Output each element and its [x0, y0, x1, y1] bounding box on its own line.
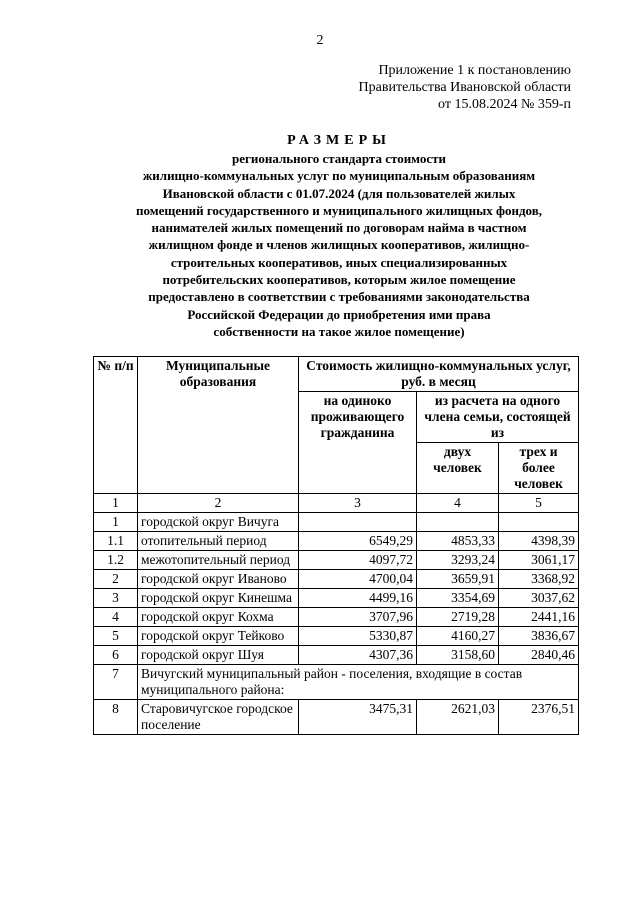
row-cost-three: 3836,67 — [499, 627, 579, 646]
row-cost-single: 4307,36 — [299, 646, 417, 665]
column-index: 2 — [138, 494, 299, 513]
row-number: 1.1 — [94, 532, 138, 551]
row-municipality: городской округ Иваново — [138, 570, 299, 589]
row-cost-three: 3368,92 — [499, 570, 579, 589]
row-number: 8 — [94, 700, 138, 735]
row-cost-two: 3659,91 — [417, 570, 499, 589]
row-municipality: городской округ Кохма — [138, 608, 299, 627]
header-three-persons: трех и более человек — [499, 443, 579, 494]
table-row — [94, 608, 579, 627]
header-number: № п/п — [94, 357, 138, 494]
table-row — [94, 646, 579, 665]
row-cost-two: 3158,60 — [417, 646, 499, 665]
table-row — [94, 700, 579, 735]
row-number: 4 — [94, 608, 138, 627]
row-cost-three: 2376,51 — [499, 700, 579, 735]
row-cost-single: 5330,87 — [299, 627, 417, 646]
column-index: 4 — [417, 494, 499, 513]
table-row — [94, 570, 579, 589]
annex-line: от 15.08.2024 № 359-п — [438, 97, 571, 112]
title-line: нанимателей жилых помещений по договорам найма в частном — [151, 220, 527, 236]
row-cost-two: 4853,33 — [417, 532, 499, 551]
title-heading: РАЗМЕРЫ — [287, 133, 391, 148]
row-number: 5 — [94, 627, 138, 646]
header-cost: Стоимость жилищно-коммунальных услуг, руб. в месяц — [299, 357, 579, 392]
header-single: на одиноко проживающего гражданина — [299, 392, 417, 494]
header-municipality: Муниципальные образования — [138, 357, 299, 494]
column-index: 5 — [499, 494, 579, 513]
row-cost-single: 4499,16 — [299, 589, 417, 608]
row-cost-single: 4097,72 — [299, 551, 417, 570]
page-number: 2 — [316, 33, 324, 48]
title-line: жилищном фонде и членов жилищных кооперативов, жилищно- — [148, 237, 530, 253]
title-line: Российской Федерации до приобретения ими права — [187, 306, 491, 322]
row-municipality: Старовичугское городское поселение — [138, 700, 299, 735]
row-municipality: городской округ Вичуга — [138, 513, 299, 532]
title-line: помещений государственного и муниципального жилищных фондов, — [136, 202, 542, 218]
row-cost-three: 2840,46 — [499, 646, 579, 665]
header-row — [94, 357, 579, 392]
row-cost-two — [417, 513, 499, 532]
table-row — [94, 513, 579, 532]
row-number: 6 — [94, 646, 138, 665]
row-municipality: городской округ Тейково — [138, 627, 299, 646]
header-per-member: из расчета на одного члена семьи, состоящей из — [417, 392, 579, 443]
title-line: собственности на такое жилое помещение) — [213, 323, 465, 339]
row-cost-three: 3061,17 — [499, 551, 579, 570]
annex-reference — [359, 62, 571, 113]
table-row — [94, 589, 579, 608]
title-line: строительных кооперативов, иных специализированных — [170, 254, 508, 270]
row-cost-single: 4700,04 — [299, 570, 417, 589]
table-row — [94, 665, 579, 700]
row-municipality: отопительный период — [138, 532, 299, 551]
row-cost-two: 2621,03 — [417, 700, 499, 735]
row-cost-two: 3293,24 — [417, 551, 499, 570]
row-municipality: межотопительный период — [138, 551, 299, 570]
table-row — [94, 627, 579, 646]
column-index: 3 — [299, 494, 417, 513]
title-line: жилищно-коммунальных услуг по муниципальным образованиям — [142, 168, 536, 184]
row-municipality: городской округ Кинешма — [138, 589, 299, 608]
column-index-row — [94, 494, 579, 513]
row-number: 1 — [94, 513, 138, 532]
column-index: 1 — [94, 494, 138, 513]
row-number: 1.2 — [94, 551, 138, 570]
row-cost-three: 3037,62 — [499, 589, 579, 608]
row-cost-single: 3707,96 — [299, 608, 417, 627]
row-cost-two: 2719,28 — [417, 608, 499, 627]
table-row — [94, 551, 579, 570]
row-cost-single: 3475,31 — [299, 700, 417, 735]
row-cost-two: 4160,27 — [417, 627, 499, 646]
row-municipality: городской округ Шуя — [138, 646, 299, 665]
title-line: регионального стандарта стоимости — [231, 151, 447, 166]
row-cost-two: 3354,69 — [417, 589, 499, 608]
row-section-title: Вичугский муниципальный район - поселения, входящие в состав муниципального района: — [138, 665, 579, 700]
title-line: Ивановской области с 01.07.2024 (для пользователей жилых — [162, 185, 516, 201]
header-two-persons: двух человек — [417, 443, 499, 494]
row-cost-three: 4398,39 — [499, 532, 579, 551]
annex-line: Правительства Ивановской области — [358, 80, 571, 95]
row-cost-three: 2441,16 — [499, 608, 579, 627]
annex-line: Приложение 1 к постановлению — [378, 63, 571, 78]
row-cost-three — [499, 513, 579, 532]
document-title — [80, 133, 598, 340]
table-row — [94, 532, 579, 551]
row-number: 7 — [94, 665, 138, 700]
row-number: 3 — [94, 589, 138, 608]
row-cost-single — [299, 513, 417, 532]
row-cost-single: 6549,29 — [299, 532, 417, 551]
title-line: потребительских кооперативов, которым жилое помещение — [162, 272, 516, 288]
cost-table — [93, 356, 579, 735]
title-line: предоставлено в соответствии с требованиями законодательства — [148, 289, 530, 305]
row-number: 2 — [94, 570, 138, 589]
